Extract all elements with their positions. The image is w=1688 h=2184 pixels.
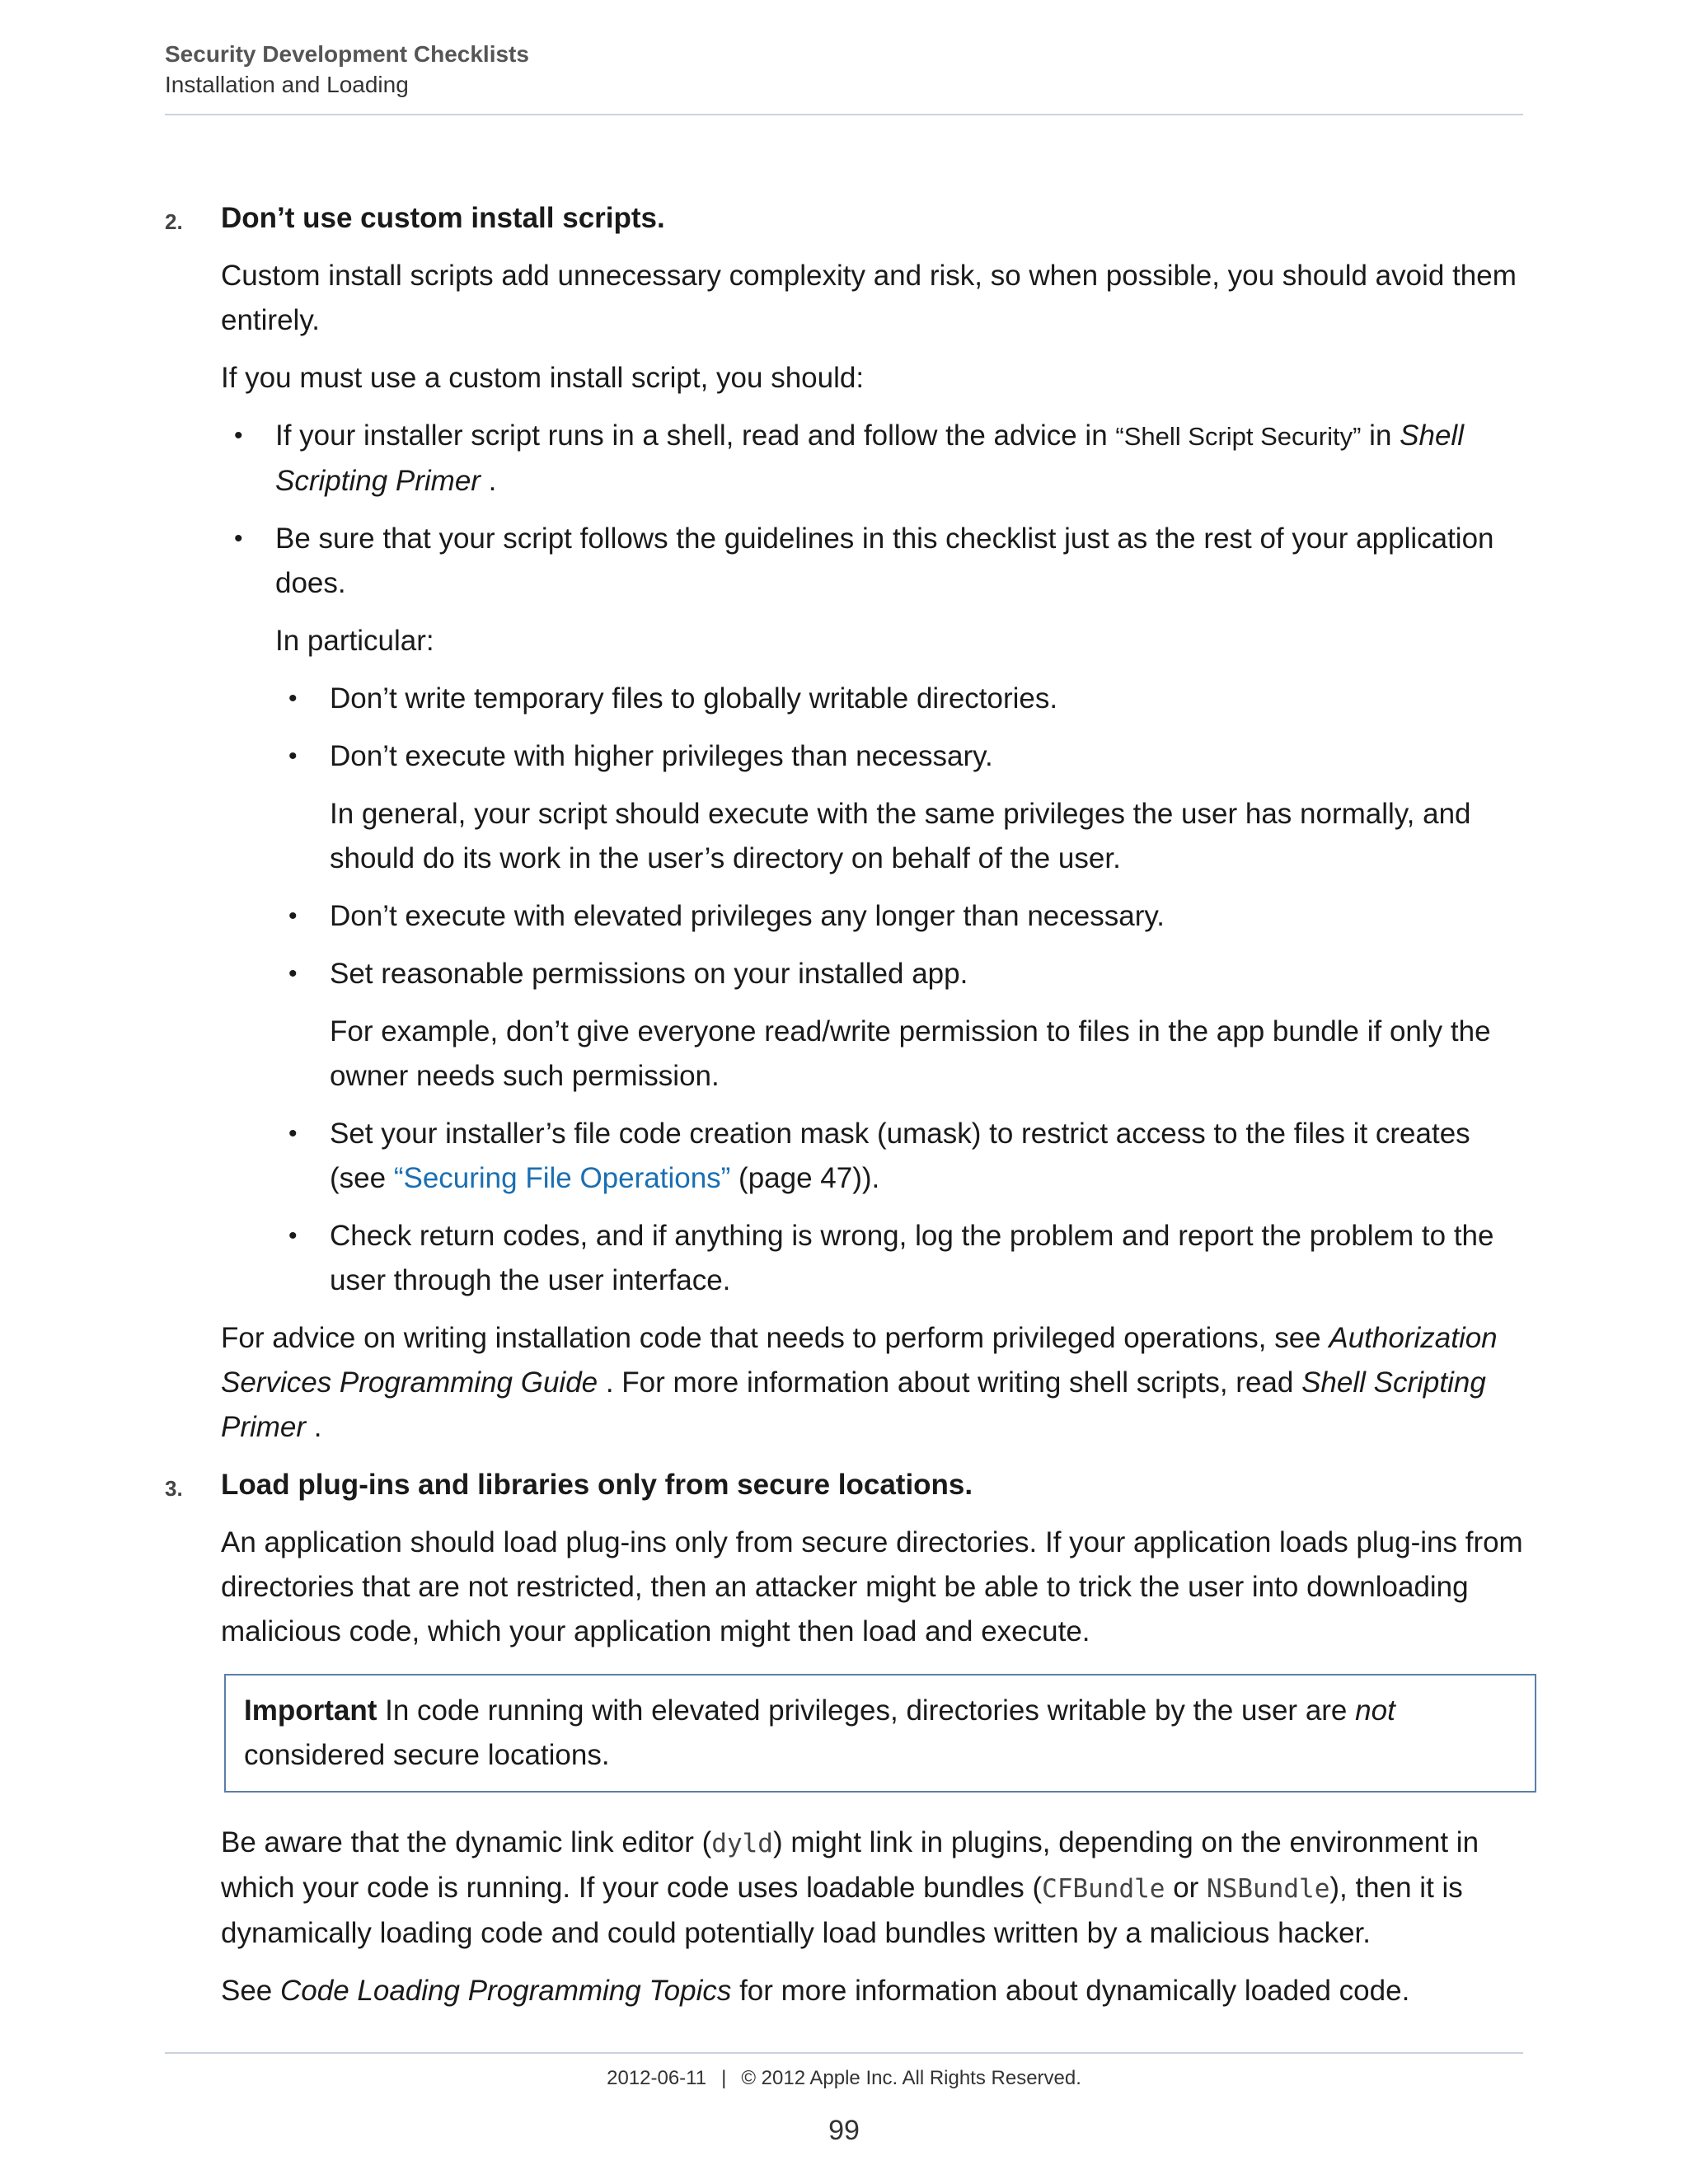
footer-copyright: © 2012 Apple Inc. All Rights Reserved. — [741, 2067, 1081, 2089]
list-item — [275, 1214, 1525, 1303]
text: For example, don’t give everyone read/write permission to files in the app bundle if only the owner needs such permission. — [330, 1015, 1491, 1092]
text: or — [1165, 1872, 1207, 1904]
text: . For more information about writing shell scripts, read — [598, 1366, 1302, 1399]
text: Set your installer’s file code creation mask (umask) to restrict access to the files it creates (see — [330, 1118, 1470, 1194]
page-footer — [0, 2067, 1688, 2090]
text: If your installer script runs in a shell, read and follow the advice in — [275, 419, 1116, 452]
code: NSBundle — [1207, 1874, 1330, 1904]
header-divider — [165, 114, 1523, 115]
list-item — [275, 894, 1525, 939]
paragraph: An application should load plug-ins only from secure directories. If your application loads plug-ins from directories that are not restricted, then an attacker might be able to trick the user into downloading malicious code, which your application might then load and execute. — [221, 1526, 1523, 1647]
bullet-icon: • — [288, 960, 298, 987]
text: See — [221, 1975, 280, 2007]
text: . — [480, 465, 497, 497]
list-item — [221, 517, 1525, 1303]
page-number: 99 — [828, 2115, 860, 2146]
paragraph — [221, 1821, 1525, 1956]
paragraph: If you must use a custom install script, you should: — [221, 362, 865, 394]
chapter-title: Installation and Loading — [165, 72, 409, 97]
text: Set reasonable permissions on your installed app. — [330, 958, 968, 990]
text: In code running with elevated privileges, directories writable by the user are — [377, 1694, 1356, 1727]
text: For advice on writing installation code that needs to perform privileged operations, see — [221, 1322, 1329, 1354]
text: considered secure locations. — [244, 1739, 610, 1771]
securing-file-operations-link[interactable]: “Securing File Operations” — [393, 1162, 731, 1194]
code: dyld — [711, 1829, 773, 1858]
text: ), then it is dynamically loading code and could potentially load bundles written by a malicious hacker. — [221, 1872, 1463, 1949]
text: Be sure that your script follows the guidelines in this checklist just as the rest of your application does. — [275, 523, 1494, 599]
footer-divider — [165, 2052, 1523, 2054]
checklist-item-2 — [165, 196, 1525, 1450]
text: . — [306, 1411, 322, 1443]
page-header — [165, 40, 1523, 101]
bullet-icon: • — [288, 743, 298, 770]
text: Don’t write temporary files to globally writable directories. — [330, 682, 1058, 715]
bullet-icon: • — [288, 1222, 298, 1249]
item-number: 3. — [165, 1476, 183, 1501]
bullet-list — [221, 414, 1525, 1303]
text: Don’t execute with elevated privileges any longer than necessary. — [330, 900, 1165, 932]
list-item — [221, 414, 1525, 504]
bullet-icon: • — [234, 422, 243, 449]
sub-bullet-list — [275, 677, 1525, 1303]
note-label: Important — [244, 1694, 377, 1727]
emphasis: not — [1355, 1694, 1395, 1727]
book-reference: Code Loading Programming Topics — [280, 1975, 732, 2007]
bullet-icon: • — [288, 902, 298, 930]
list-item — [275, 1112, 1525, 1201]
text: In particular: — [275, 625, 434, 657]
book-reference: Authorization Services Programming Guide — [221, 1322, 1498, 1399]
text: for more information about dynamically loaded code. — [731, 1975, 1410, 2007]
list-item — [275, 677, 1525, 721]
text: In general, your script should execute with the same privileges the user has normally, and should do its work in the user’s directory on behalf of the user. — [330, 798, 1471, 874]
list-item — [275, 952, 1525, 1099]
item-title: Load plug-ins and libraries only from secure locations. — [221, 1469, 973, 1501]
footer-separator: | — [721, 2067, 727, 2089]
checklist-item-3 — [165, 1463, 1525, 2013]
paragraph — [221, 1969, 1525, 2013]
text: Don’t execute with higher privileges than necessary. — [330, 740, 993, 772]
item-number: 2. — [165, 209, 183, 234]
code: CFBundle — [1042, 1874, 1165, 1904]
bullet-icon: • — [234, 525, 243, 552]
book-reference: Shell Scripting Primer — [275, 419, 1464, 497]
text: Check return codes, and if anything is wrong, log the problem and report the problem to the user through the user interface. — [330, 1220, 1494, 1296]
section-reference: “Shell Script Security” — [1115, 422, 1362, 451]
text: ) might link in plugins, depending on the environment in which your code is running. If your code uses loadable bundles ( — [221, 1826, 1479, 1904]
footer-date: 2012-06-11 — [607, 2067, 707, 2089]
bullet-icon: • — [288, 1120, 298, 1147]
paragraph: Custom install scripts add unnecessary complexity and risk, so when possible, you should avoid them entirely. — [221, 260, 1517, 336]
important-note — [224, 1674, 1536, 1793]
text: (page 47)). — [730, 1162, 880, 1194]
bullet-icon: • — [288, 685, 298, 712]
book-title: Security Development Checklists — [165, 41, 529, 67]
text: Be aware that the dynamic link editor ( — [221, 1826, 712, 1858]
item-title: Don’t use custom install scripts. — [221, 202, 665, 234]
text: in — [1361, 419, 1400, 452]
book-reference: Shell Scripting Primer — [221, 1366, 1486, 1443]
paragraph — [221, 1316, 1525, 1450]
page-content — [165, 196, 1525, 2027]
list-item — [275, 734, 1525, 881]
